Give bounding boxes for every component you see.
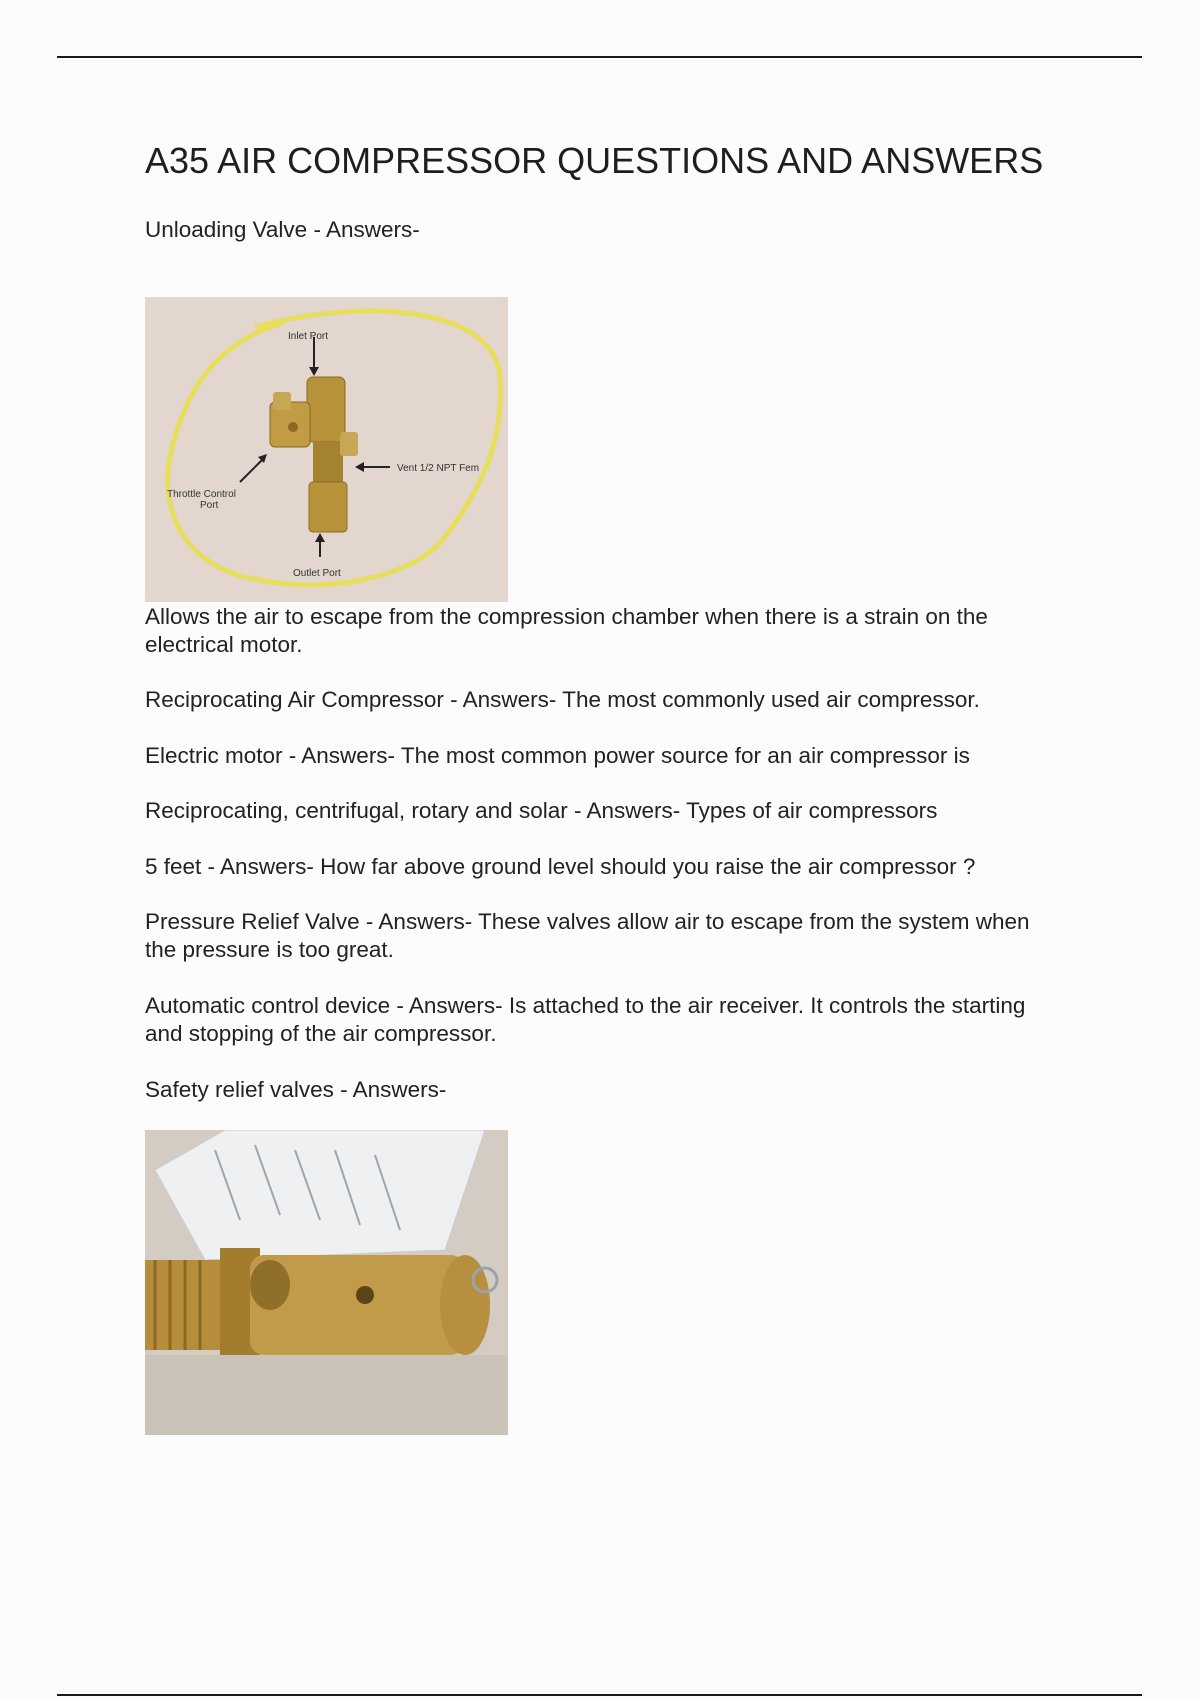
- question-automatic-control-device: Automatic control device - Answers- Is attached to the air receiver. It controls the starting and stopping of the air compressor.: [145, 993, 1026, 1046]
- question-safety-relief-valves: Safety relief valves - Answers-: [145, 1077, 447, 1102]
- question-unloading-valve: Unloading Valve - Answers-: [145, 217, 420, 242]
- answer-unloading-valve: Allows the air to escape from the compression chamber when there is a strain on the electrical motor.: [145, 604, 988, 657]
- outlet-port-label: Outlet Port: [293, 568, 341, 579]
- question-types-of-compressors: Reciprocating, centrifugal, rotary and solar - Answers- Types of air compressors: [145, 798, 938, 823]
- inlet-port-label: Inlet Port: [288, 331, 329, 342]
- question-five-feet: 5 feet - Answers- How far above ground level should you raise the air compressor ?: [145, 854, 976, 879]
- safety-relief-valve-photo: [145, 1130, 508, 1435]
- vent-label: Vent 1/2 NPT Fem: [397, 463, 480, 474]
- throttle-control-label: Throttle Control: [167, 489, 236, 500]
- bottom-rule: [57, 1694, 1142, 1696]
- document-title: A35 AIR COMPRESSOR QUESTIONS AND ANSWERS: [145, 140, 1044, 181]
- top-rule: [57, 56, 1142, 58]
- question-reciprocating-air-compressor: Reciprocating Air Compressor - Answers- The most commonly used air compressor.: [145, 687, 980, 712]
- question-electric-motor: Electric motor - Answers- The most common power source for an air compressor is: [145, 743, 970, 768]
- unloading-valve-diagram: [145, 297, 508, 602]
- throttle-port-label: Port: [200, 500, 219, 511]
- question-pressure-relief-valve: Pressure Relief Valve - Answers- These valves allow air to escape from the system when the pressure is too great.: [145, 909, 1030, 962]
